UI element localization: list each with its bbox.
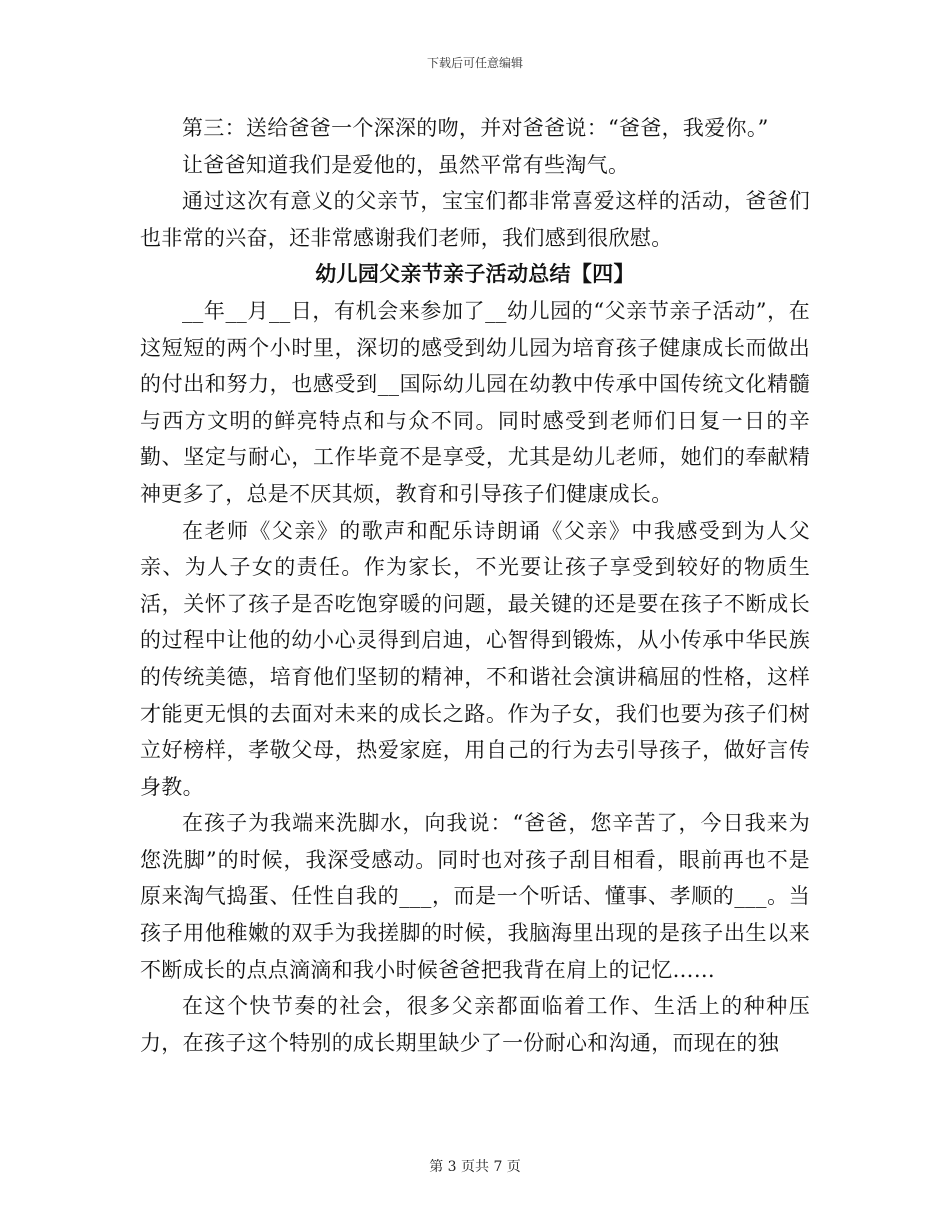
body-paragraph: 在这个快节奏的社会，很多父亲都面临着工作、生活上的种种压力，在孩子这个特别的成长期里缺少了一份耐心和沟通，而现在的独 <box>140 994 810 1055</box>
section-title: 幼儿园父亲节亲子活动总结【四】 <box>315 262 635 287</box>
body-paragraph: 通过这次有意义的父亲节，宝宝们都非常喜爱这样的活动，爸爸们也非常的兴奋，还非常感谢我们老师，我们感到很欣慰。 <box>140 189 810 250</box>
body-paragraph: 在老师《父亲》的歌声和配乐诗朗诵《父亲》中我感受到为人父亲、为人子女的责任。作为家长，不光要让孩子享受到较好的物质生活，关怀了孩子是否吃饱穿暖的问题，最关键的还是要在孩子不断成长的过程中让他的幼小心灵得到启迪，心智得到锻炼，从小传承中华民族的传统美德，培育他们坚韧的精神，不和谐社会演讲稿屈的性格，这样才能更无惧的去面对未来的成长之路。作为子女，我们也要为孩子们树立好榜样，孝敬父母，热爱家庭，用自己的行为去引导孩子，做好言传身教。 <box>140 518 810 799</box>
body-paragraph: 让爸爸知道我们是爱他的，虽然平常有些淘气。 <box>182 152 630 177</box>
body-paragraph: 第三：送给爸爸一个深深的吻，并对爸爸说：“爸爸，我爱你。” <box>182 116 769 140</box>
body-paragraph: __年__月__日，有机会来参加了__幼儿园的“父亲节亲子活动”，在这短短的两个小时里，深切的感受到幼儿园为培育孩子健康成长而做出的付出和努力，也感受到__国际幼儿园在幼教中传承中国传统文化精髓与西方文明的鲜亮特点和与众不同。同时感受到老师们日复一日的辛勤、坚定与耐心，工作毕竟不是享受，尤其是幼儿老师，她们的奉献精神更多了，总是不厌其烦，教育和引导孩子们健康成长。 <box>140 298 810 506</box>
document-body <box>140 110 810 1061</box>
page-number: 第 3 页共 7 页 <box>429 1159 521 1175</box>
body-paragraph: 在孩子为我端来洗脚水，向我说：“爸爸，您辛苦了，今日我来为您洗脚”的时候，我深受感动。同时也对孩子刮目相看，眼前再也不是原来淘气捣蛋、任性自我的___，而是一个听话、懂事、孝顺的___。当孩子用他稚嫩的双手为我搓脚的时候，我脑海里出现的是孩子出生以来不断成长的点点滴滴和我小时候爸爸把我背在肩上的记忆…… <box>140 811 810 982</box>
page-header-note: 下载后可任意编辑 <box>426 56 523 70</box>
